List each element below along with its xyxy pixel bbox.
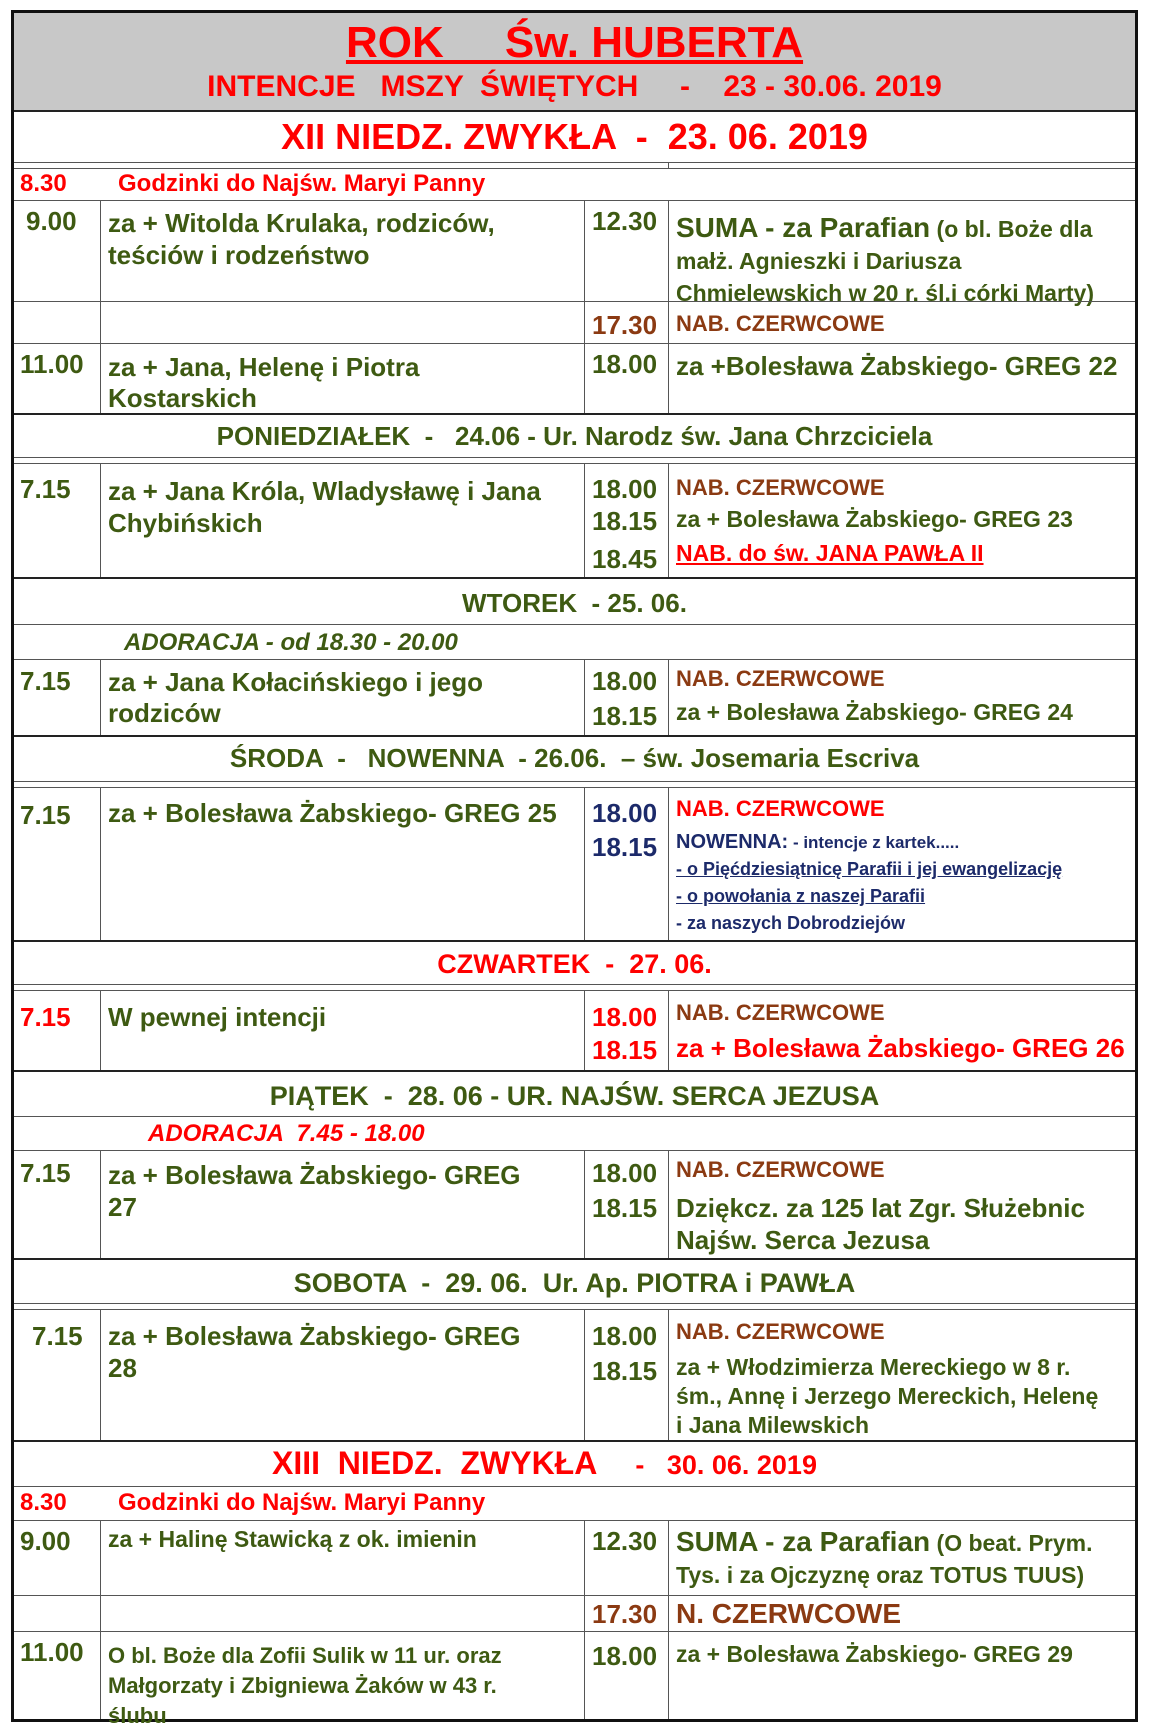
sunday2-1100-text: O bl. Boże dla Zofii Sulik w 11 ur. oraz Małgorzaty i Zbigniewa Żaków w 43 r. ślubu [108,1643,502,1728]
monday-1845-time: 18.45 [592,544,658,574]
sunday2-0830-text: Godzinki do Najśw. Maryi Panny [118,1489,486,1516]
monday-heading: PONIEDZIAŁEK - 24.06 - Ur. Narodz św. Jana Chrzciciela [216,421,933,451]
sunday1-1800-time: 18.00 [592,349,658,379]
page-title: ROK Św. HUBERTA [345,18,804,67]
tuesday-1800-time: 18.00 [592,666,658,696]
tuesday-1800-text: NAB. CZERWCOWE [676,666,885,691]
wednesday-novena-line4: - za naszych Dobrodziejów [676,913,906,933]
monday-0715-time: 7.15 [20,474,71,504]
wednesday-novena-line3: - o powołania z naszej Parafii [676,886,926,906]
friday-1800-time: 18.00 [592,1158,658,1188]
thursday-1800-time: 18.00 [592,1002,658,1032]
wednesday-1815-time: 18.15 [592,832,658,862]
thursday-1815-time: 18.15 [592,1035,658,1065]
friday-adoration-note: ADORACJA 7.45 - 18.00 [148,1120,425,1147]
saturday-0715-text: za + Bolesława Żabskiego- GREG 28 [108,1321,521,1383]
friday-0715-text: za + Bolesława Żabskiego- GREG 27 [108,1160,521,1222]
friday-1815-time: 18.15 [592,1193,658,1223]
sunday1-1100-text: za + Jana, Helenę i Piotra Kostarskich [108,352,420,413]
wednesday-heading: ŚRODA - NOWENNA - 26.06. – św. Josemaria Escriva [229,743,920,773]
sunday1-0900-text: za + Witolda Krulaka, rodziców, teściów i rodzeństwo [108,208,495,270]
sunday1-0900-time: 9.00 [26,206,77,236]
sunday2-0900-time: 9.00 [20,1526,71,1556]
saturday-0715-time: 7.15 [32,1321,83,1351]
tuesday-1815-text: za + Bolesława Żabskiego- GREG 24 [676,699,1073,725]
monday-1800-time: 18.00 [592,474,658,504]
sunday1-heading: XII NIEDZ. ZWYKŁA - 23. 06. 2019 [281,116,868,157]
sunday2-1730-text: N. CZERWCOWE [676,1598,902,1629]
thursday-heading: CZWARTEK - 27. 06. [437,949,712,979]
wednesday-novena-line2: - o Pięćdziesiątnicę Parafii i jej ewangelizację [676,859,1063,879]
saturday-heading: SOBOTA - 29. 06. Ur. Ap. PIOTRA i PAWŁA [293,1268,856,1298]
wednesday-1800-time: 18.00 [592,798,658,828]
sunday2-1100-time: 11.00 [20,1637,84,1667]
thursday-1815-text: za + Bolesława Żabskiego- GREG 26 [676,1033,1125,1063]
sunday2-1230-time: 12.30 [592,1526,658,1556]
sunday2-1230-text-cont: Tys. i za Ojczyznę oraz TOTUS TUUS) [676,1562,1085,1588]
saturday-1800-text: NAB. CZERWCOWE [676,1319,885,1344]
sunday1-1730-text: NAB. CZERWCOWE [676,311,885,336]
sunday1-1730-time: 17.30 [592,310,658,340]
monday-1815-text: za + Bolesława Żabskiego- GREG 23 [676,506,1073,532]
wednesday-0715-time: 7.15 [20,800,71,830]
page-subtitle: INTENCJE MSZY ŚWIĘTYCH - 23 - 30.06. 2019 [207,70,942,103]
friday-0715-time: 7.15 [20,1158,71,1188]
friday-1800-text: NAB. CZERWCOWE [676,1157,885,1182]
thursday-0715-text: W pewnej intencji [108,1002,327,1032]
sunday2-0900-text: za + Halinę Stawicką z ok. imienin [108,1526,477,1552]
monday-0715-text: za + Jana Króla, Wladysławę i Jana Chybińskich [108,476,541,538]
sunday1-1800-text: za +Bolesława Żabskiego- GREG 22 [676,351,1118,381]
wednesday-1800-text: NAB. CZERWCOWE [676,796,885,821]
monday-1845-text: NAB. do św. JANA PAWŁA II [676,540,984,566]
saturday-1815-time: 18.15 [592,1356,658,1386]
wednesday-0715-text: za + Bolesława Żabskiego- GREG 25 [108,798,557,828]
tuesday-0715-time: 7.15 [20,666,71,696]
sunday2-1800-text: za + Bolesława Żabskiego- GREG 29 [676,1641,1073,1667]
sunday2-0830-time: 8.30 [20,1489,67,1516]
tuesday-1815-time: 18.15 [592,701,658,731]
friday-1815-text: Dziękcz. za 125 lat Zgr. Służebnic Najśw. Serca Jezusa [676,1193,1085,1255]
sunday1-1230-time: 12.30 [592,206,658,236]
wednesday-novena-line1: NOWENNA: - intencje z kartek..... [676,831,960,853]
saturday-1815-text: za + Włodzimierza Mereckiego w 8 r. śm., Annę i Jerzego Mereckich, Helenę i Jana Milewskich [676,1354,1099,1438]
thursday-0715-time: 7.15 [20,1002,71,1032]
monday-1815-time: 18.15 [592,506,658,536]
sunday1-1230-text: SUMA - za Parafian (o bl. Boże dla [676,212,1093,243]
thursday-1800-text: NAB. CZERWCOWE [676,1000,885,1025]
tuesday-adoration-note: ADORACJA - od 18.30 - 20.00 [124,629,458,656]
sunday1-1230-text-cont: małż. Agnieszki i Dariusza Chmielewskich w 20 r. śl.i córki Marty) [676,248,1095,306]
sunday2-1730-time: 17.30 [592,1599,658,1629]
monday-1800-text: NAB. CZERWCOWE [676,475,885,500]
sunday2-1800-time: 18.00 [592,1641,658,1671]
saturday-1800-time: 18.00 [592,1321,658,1351]
friday-heading: PIĄTEK - 28. 06 - UR. NAJŚW. SERCA JEZUSA [269,1081,880,1111]
sunday2-1230-text: SUMA - za Parafian (O beat. Prym. [676,1526,1093,1557]
sunday1-0830-time: 8.30 [20,170,67,197]
sunday1-0830-text: Godzinki do Najśw. Maryi Panny [118,170,486,197]
tuesday-0715-text: za + Jana Kołacińskiego i jego rodziców [108,667,483,728]
sunday2-heading: XIII NIEDZ. ZWYKŁA - 30. 06. 2019 [272,1445,817,1481]
sunday1-1100-time: 11.00 [20,349,84,379]
tuesday-heading: WTOREK - 25. 06. [462,588,687,618]
